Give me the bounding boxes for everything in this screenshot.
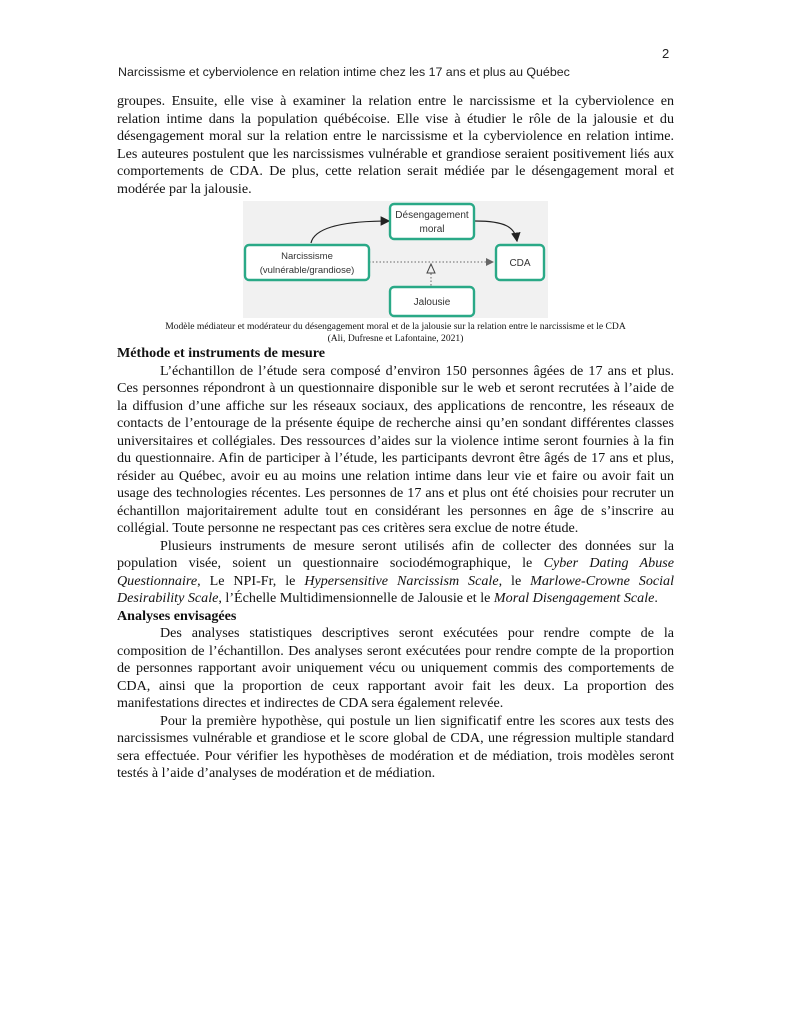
method-heading: Méthode et instruments de mesure — [117, 345, 325, 361]
node-mediator-label-2: moral — [419, 224, 445, 235]
method-p2-text-4: , l’Échelle Multidimensionnelle de Jalousie et le — [218, 590, 494, 606]
node-outcome-label: CDA — [509, 258, 531, 269]
method-p2-text-1: Plusieurs instruments de mesure seront utilisés afin de collecter des données sur la population visée, soient un questionnaire sociodémographique, le — [117, 537, 674, 571]
figure-caption-line-1: Modèle médiateur et modérateur du désengagement moral et de la jalousie sur la relation entre le narcissisme et le CDA — [165, 321, 626, 332]
method-p2-text-3: , le — [498, 572, 531, 589]
instrument-mds: Moral Disengagement Scale — [493, 590, 655, 606]
figure-caption — [117, 321, 674, 345]
method-p2-text-2: , Le NPI-Fr, le — [197, 572, 305, 589]
node-mediator-label-1: Désengagement — [395, 210, 469, 221]
intro-paragraph: groupes. Ensuite, elle vise à examiner la relation entre le narcissisme et la cyberviolence en relation intime dans la population québécoise. Elle vise à étudier le rôle de la jalousie et du désengagement moral sur la relation entre le narcissisme et la cyberviolence en relation intime. Les auteures postulent que les narcissismes vulnérable et grandiose seraient positivement liés aux comportements de CDA. De plus, cette relation serait médiée par le désengagement moral et modérée par la jalousie. — [117, 93, 674, 197]
node-predictor-label-1: Narcissisme — [281, 251, 333, 262]
model-diagram-svg — [243, 201, 548, 318]
analyses-paragraph-1: Des analyses statistiques descriptives seront exécutées pour rendre compte de la composition de l’échantillon. Des analyses seront exécutées pour rendre compte de la proportion de personnes rapportant avoir uniquement vécu ou uniquement commis des comportements de CDA, ainsi que la proportion de ceux rapportant avoir fait les deux. La proportion des manifestations directes et indirectes de CDA sera également relevée. — [117, 625, 674, 711]
method-paragraph-2 — [117, 538, 674, 608]
body-text — [117, 93, 674, 783]
page-number: 2 — [662, 46, 670, 61]
node-predictor-label-2: (vulnérable/grandiose) — [259, 265, 355, 276]
analyses-heading: Analyses envisagées — [117, 607, 237, 624]
instrument-mcsds: Marlowe-Crowne Social Desirability Scale — [117, 572, 674, 606]
node-moderator-label: Jalousie — [413, 297, 451, 308]
figure-caption-line-2: (Ali, Dufresne et Lafontaine, 2021) — [327, 333, 464, 344]
instrument-cdaq: Cyber Dating Abuse Questionnaire — [117, 555, 674, 589]
method-p2-text-5: . — [654, 590, 658, 606]
running-head: Narcissisme et cyberviolence en relation intime chez les 17 ans et plus au Québec — [118, 65, 570, 79]
instrument-hsns: Hypersensitive Narcissism Scale — [304, 572, 499, 589]
analyses-paragraph-2: Pour la première hypothèse, qui postule un lien significatif entre les scores aux tests des narcissismes vulnérable et grandiose et le score global de CDA, une régression multiple standard sera effectuée. Pour vérifier les hypothèses de modération et de médiation, trois modèles seront testés à l’aide d’analyses de modération et de médiation. — [117, 712, 674, 781]
model-diagram — [243, 201, 548, 318]
method-paragraph-1: L’échantillon de l’étude sera composé d’environ 150 personnes âgées de 17 ans et plus. Ces personnes répondront à un questionnaire disponible sur le web et seront recrutées à l’aide de la diffusion d’une affiche sur les réseaux sociaux, des applications de rencontre, les réseaux de contacts de l’entourage de la présente équipe de recherche ainsi qu’en sondant différentes classes universitaires et collégiales. Des ressources d’aides sur la violence intime seront fournies à la fin du questionnaire. Afin de participer à l’étude, les participants devront être âgés de 17 ans et plus, résider au Québec, avoir eu au moins une relation intime dans leur vie et faire ou avoir fait un usage des technologies récentes. Les personnes de 17 ans et plus ont été choisies pour recruter un échantillon majoritairement adulte tout en considérant les personnes en âge de s’inscrire au collégial. Toute personne ne respectant pas ces critères sera exclue de notre étude. — [117, 362, 674, 536]
